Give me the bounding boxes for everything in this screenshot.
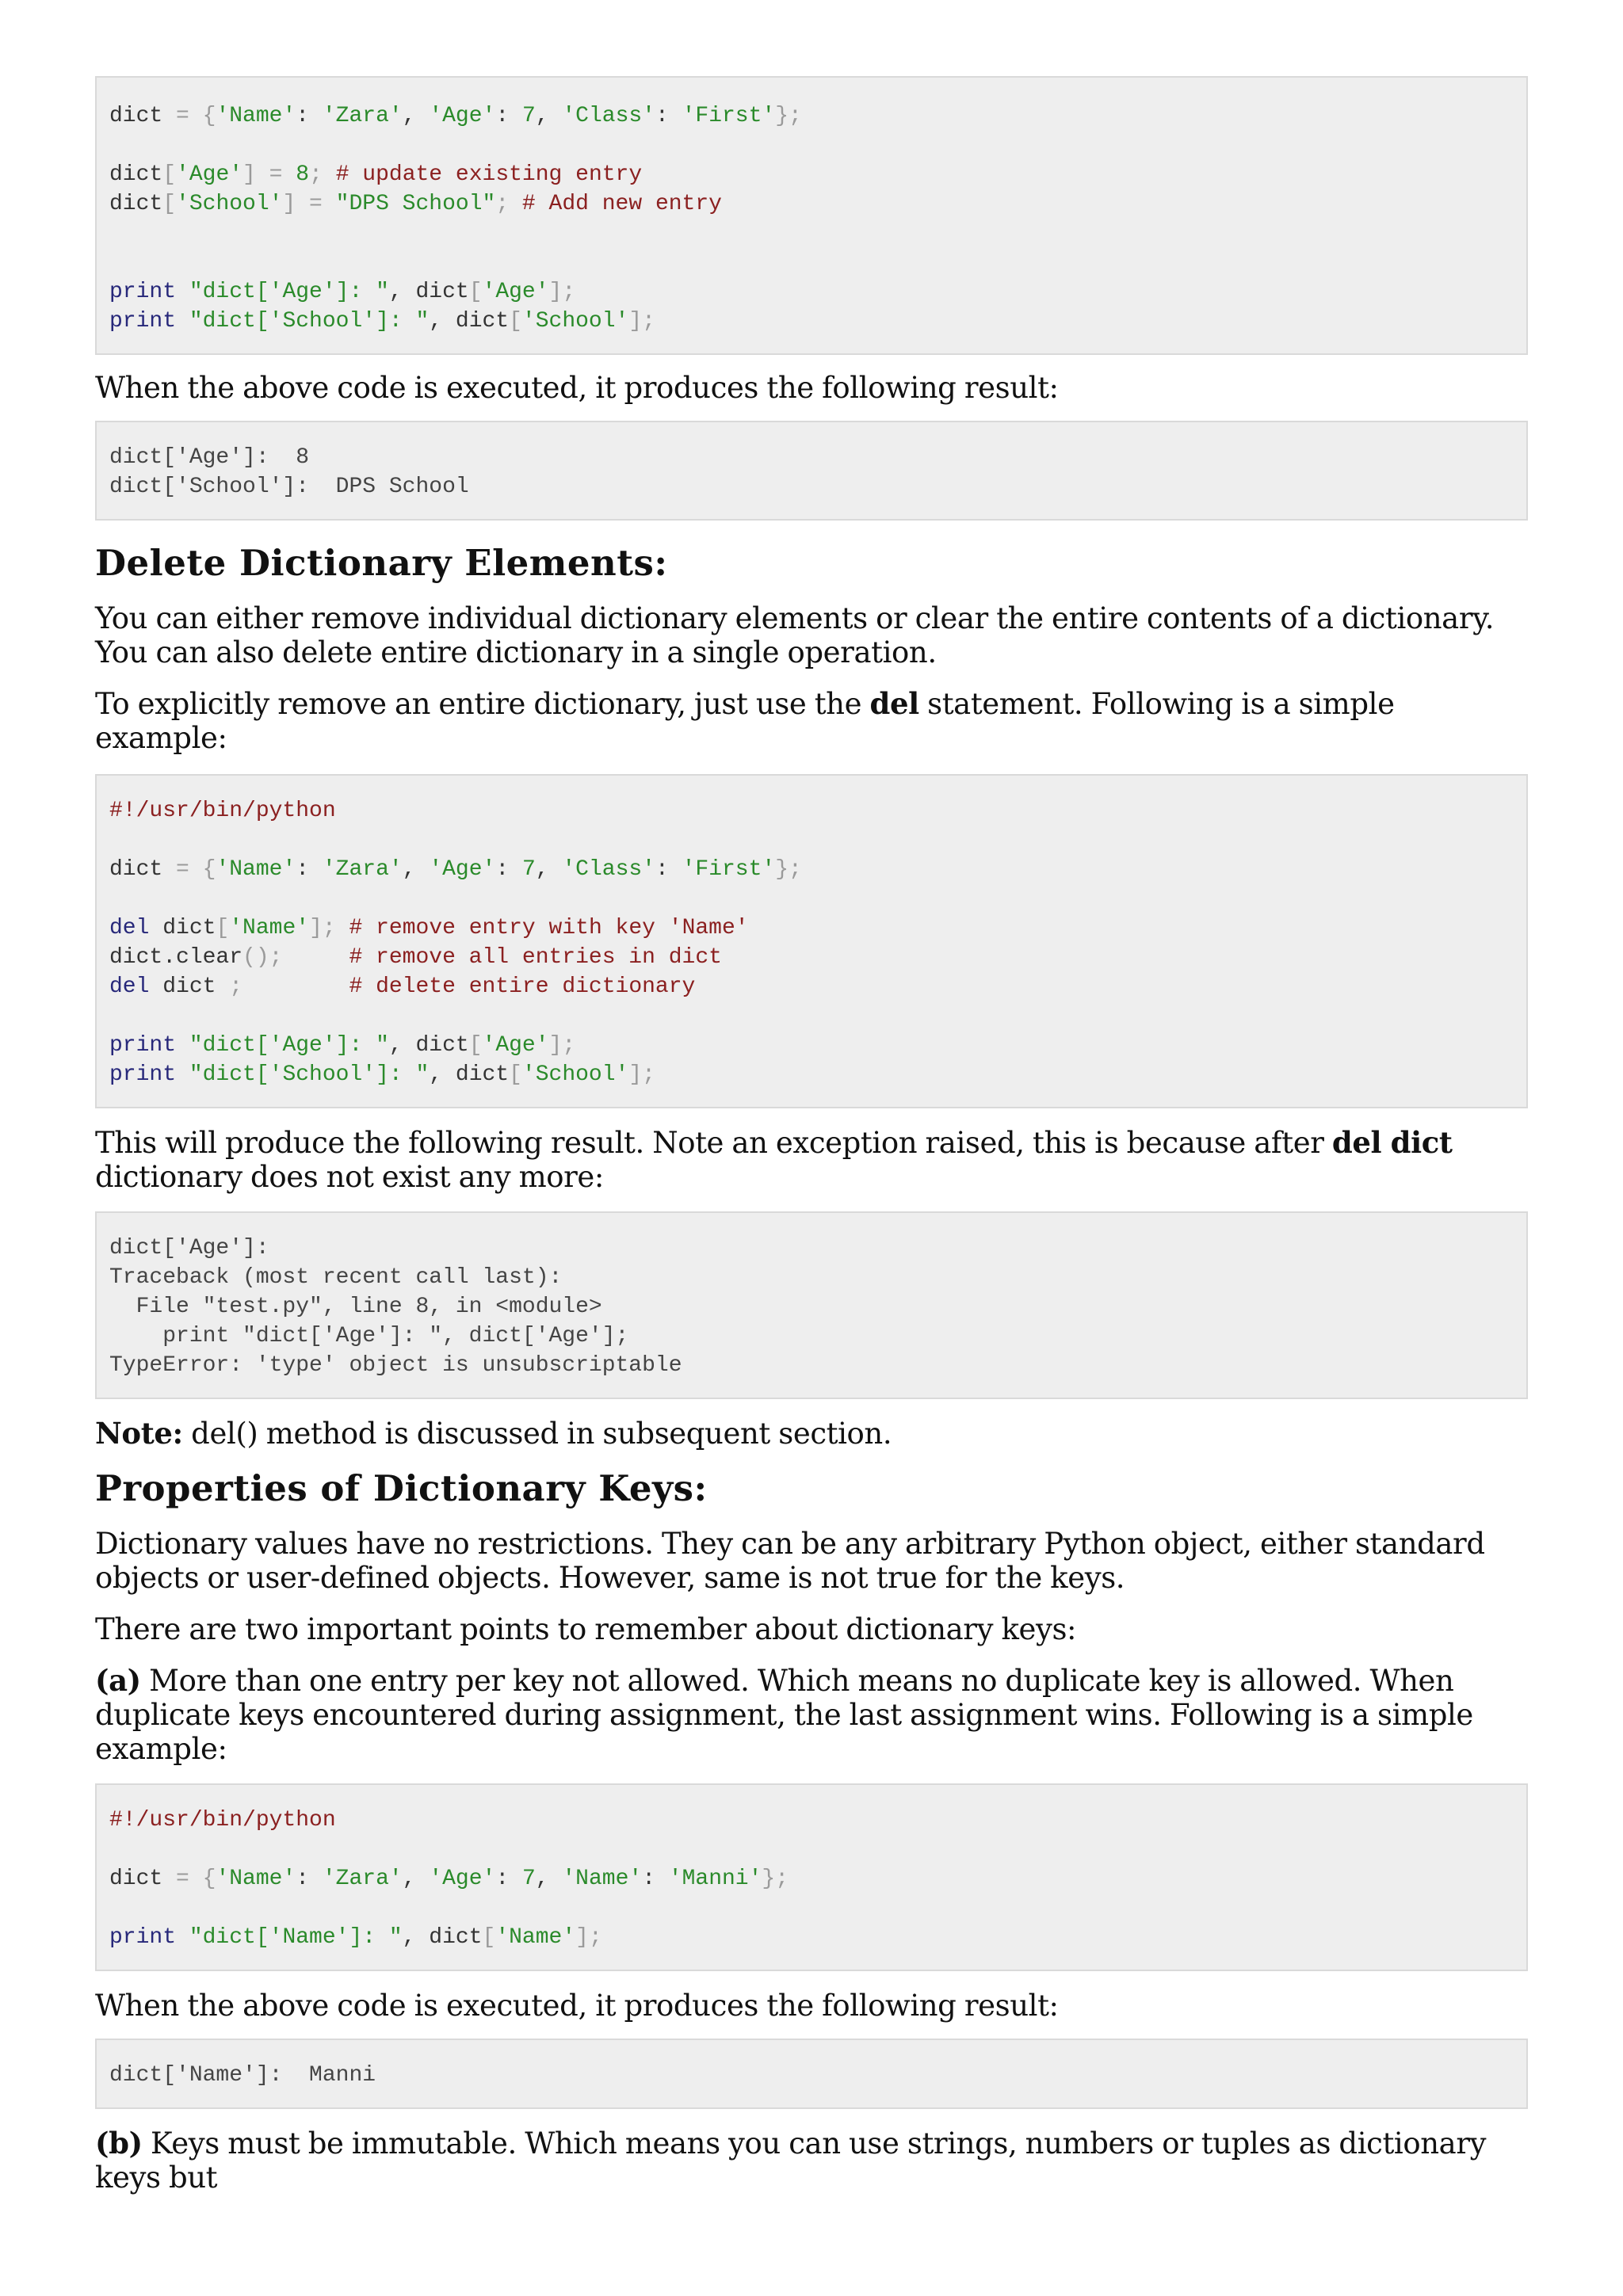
para-delete-intro: You can either remove individual dictionary elements or clear the entire contents of a dictionary. You can also delete entire dictionary in a single operation. — [95, 601, 1495, 669]
code-line — [109, 248, 1515, 277]
code-line: dict = {'Name': 'Zara', 'Age': 7, 'Class': 'First'}; — [109, 857, 802, 882]
para-delete-statement: To explicitly remove an entire dictionary, just use the del statement. Following is a simple example: — [95, 686, 1395, 755]
code-line: print "dict['School']: ", dict['School']; — [109, 1062, 655, 1087]
document-page — [95, 76, 1528, 2195]
code-line: #!/usr/bin/python — [109, 1808, 336, 1833]
result-intro-2: When the above code is executed, it produces the following result: — [95, 1989, 1059, 2023]
code-line: del dict['Name']; # remove entry with key 'Name' — [109, 916, 749, 940]
code-line: dict.clear(); # remove all entries in dict — [109, 945, 722, 970]
output-block-exception — [95, 1211, 1528, 1399]
code-line — [109, 1894, 1515, 1923]
code-block-update — [95, 76, 1528, 355]
code-line — [109, 1835, 1515, 1864]
code-line: print "dict['Name']: ", dict['Name']; — [109, 1925, 602, 1950]
output-line: File "test.py", line 8, in <module> — [109, 1295, 602, 1319]
code-line: print "dict['Age']: ", dict['Age']; — [109, 280, 576, 304]
code-line — [109, 219, 1515, 248]
heading-properties-of-dictionary-keys: Properties of Dictionary Keys: — [95, 1467, 708, 1509]
para-exception: This will produce the following result. Note an exception raised, this is because after del dict dictionary does not exist any more: — [95, 1125, 1453, 1194]
code-line: print "dict['Age']: ", dict['Age']; — [109, 1033, 576, 1058]
note-paragraph: Note: del() method is discussed in subsequent section. — [95, 1416, 892, 1451]
code-line: del dict ; # delete entire dictionary — [109, 974, 696, 999]
code-line: dict['Age'] = 8; # update existing entry — [109, 162, 643, 187]
code-line: dict = {'Name': 'Zara', 'Age': 7, 'Class': 'First'}; — [109, 104, 802, 128]
code-line: dict['School'] = "DPS School"; # Add new entry — [109, 192, 722, 216]
del-keyword: del — [869, 686, 919, 721]
point-a: (a) More than one entry per key not allowed. Which means no duplicate key is allowed. When duplicate keys encountered during assignment, the last assignment wins. Following is a simple example: — [95, 1663, 1473, 1766]
heading-delete-dictionary-elements: Delete Dictionary Elements: — [95, 542, 668, 584]
para-properties-intro: Dictionary values have no restrictions. They can be any arbitrary Python object, either standard objects or user-defined objects. However, same is not true for the keys. — [95, 1527, 1485, 1595]
del-dict-keyword: del dict — [1331, 1125, 1453, 1160]
code-block-duplicate — [95, 1783, 1528, 1971]
output-block-duplicate — [95, 2039, 1528, 2109]
output-line: dict['Name']: Manni — [109, 2063, 376, 2088]
output-line: print "dict['Age']: ", dict['Age']; — [109, 1324, 629, 1348]
output-line: Traceback (most recent call last): — [109, 1265, 563, 1290]
code-line — [109, 826, 1515, 855]
note-label: Note: — [95, 1416, 183, 1451]
output-line: dict['Age']: 8 — [109, 445, 310, 470]
point-a-label: (a) — [95, 1663, 141, 1698]
code-block-delete — [95, 774, 1528, 1108]
output-line: TypeError: 'type' object is unsubscriptable — [109, 1353, 682, 1378]
para-two-points: There are two important points to remember about dictionary keys: — [95, 1612, 1077, 1646]
output-line: dict['School']: DPS School — [109, 475, 469, 499]
code-line: #!/usr/bin/python — [109, 799, 336, 823]
point-b-label: (b) — [95, 2126, 143, 2161]
code-line — [109, 884, 1515, 913]
code-line — [109, 131, 1515, 160]
output-line: dict['Age']: — [109, 1236, 269, 1261]
code-line: print "dict['School']: ", dict['School']; — [109, 309, 655, 334]
output-block-update — [95, 421, 1528, 521]
code-line: dict = {'Name': 'Zara', 'Age': 7, 'Name': 'Manni'}; — [109, 1867, 789, 1891]
code-line — [109, 1001, 1515, 1031]
result-intro-1: When the above code is executed, it produces the following result: — [95, 371, 1059, 405]
point-b: (b) Keys must be immutable. Which means you can use strings, numbers or tuples as dictionary keys but — [95, 2126, 1487, 2195]
